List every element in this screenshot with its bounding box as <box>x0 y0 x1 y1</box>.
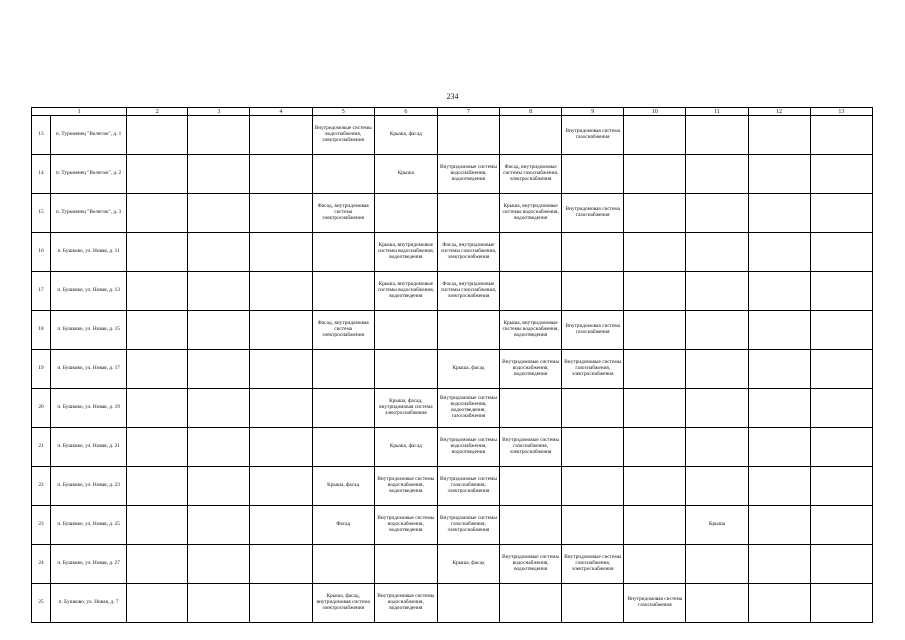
table-cell: Фасад, внутридомовые системы газоснабжения, электроснабжения <box>500 155 562 194</box>
table-cell <box>250 350 312 389</box>
table-cell <box>127 116 188 155</box>
address-cell: п. Бушково, ул. Новая, д. 21 <box>51 428 127 467</box>
table-cell <box>810 506 872 545</box>
row-number: 25 <box>32 584 51 623</box>
table-cell: Внутридомовая система газоснабжения <box>562 311 624 350</box>
table-cell <box>437 311 499 350</box>
table-cell <box>500 467 562 506</box>
table-cell: Фасад, внутридомовые системы газоснабжения, электроснабжения <box>437 272 499 311</box>
table-row <box>32 311 873 350</box>
table-cell <box>686 350 748 389</box>
table-cell <box>500 272 562 311</box>
row-number: 22 <box>32 467 51 506</box>
table-row <box>32 116 873 155</box>
table-cell <box>312 350 374 389</box>
table-cell: Внутридомовая система газоснабжения <box>562 194 624 233</box>
table-row <box>32 545 873 584</box>
table-cell: Внутридомовые системы водоснабжения, водоотведения <box>374 467 437 506</box>
table-cell <box>748 272 810 311</box>
table-cell <box>624 233 686 272</box>
table-cell <box>188 467 250 506</box>
table-cell <box>250 233 312 272</box>
table-cell: Крыша, внутридомовые системы водоснабжения, водоотведения <box>500 194 562 233</box>
table-cell <box>686 428 748 467</box>
table-cell <box>686 233 748 272</box>
table-cell <box>686 311 748 350</box>
table-cell <box>810 233 872 272</box>
header-cell: 12 <box>748 108 810 116</box>
table-cell: Внутридомовые системы водоснабжения, электроснабжения <box>312 116 374 155</box>
header-cell: 2 <box>127 108 188 116</box>
table-cell <box>562 467 624 506</box>
table-cell <box>500 233 562 272</box>
address-cell: п. Бушково, ул. Новая, д. 15 <box>51 311 127 350</box>
table-cell <box>810 428 872 467</box>
table-row <box>32 389 873 428</box>
table-cell: Крыша, внутридомовые системы водоснабжения, водоотведения <box>500 311 562 350</box>
table-cell <box>127 272 188 311</box>
table-cell <box>250 194 312 233</box>
table-cell <box>188 233 250 272</box>
table-cell: Фасад, внутридомовые системы газоснабжения, электроснабжения <box>437 233 499 272</box>
table-cell: Крыша, фасад <box>437 350 499 389</box>
table-cell <box>500 116 562 155</box>
table-cell <box>127 545 188 584</box>
row-number: 14 <box>32 155 51 194</box>
table-cell: Крыша <box>686 506 748 545</box>
table-body <box>32 116 873 623</box>
table-cell <box>250 428 312 467</box>
table-row <box>32 350 873 389</box>
table-row <box>32 584 873 623</box>
address-cell: п. Бушково, ул. Новая, д. 13 <box>51 272 127 311</box>
table-cell <box>188 545 250 584</box>
table-cell: Крыша <box>374 155 437 194</box>
address-cell: п. Бушково, ул. Новая, д. 23 <box>51 467 127 506</box>
table-cell <box>312 545 374 584</box>
table-cell: Фасад, внутридомовая система электроснабжения <box>312 311 374 350</box>
table-cell <box>562 155 624 194</box>
row-number: 15 <box>32 194 51 233</box>
repair-schedule-table <box>31 107 873 623</box>
table-cell <box>624 506 686 545</box>
table-cell <box>312 428 374 467</box>
table-cell <box>810 584 872 623</box>
table-cell <box>374 545 437 584</box>
table-cell <box>748 311 810 350</box>
table-cell <box>127 584 188 623</box>
table-cell: Внутридомовые системы газоснабжения, электроснабжения <box>562 350 624 389</box>
table-cell <box>312 155 374 194</box>
table-cell <box>562 506 624 545</box>
table-cell <box>127 350 188 389</box>
table-cell: Внутридомовые системы газоснабжения, электроснабжения <box>562 545 624 584</box>
header-cell: 10 <box>624 108 686 116</box>
table-cell: Внутридомовые системы водоснабжения, водоотведения, газоснабжения <box>437 389 499 428</box>
table-cell: Внутридомовые системы газоснабжения, электроснабжения <box>437 506 499 545</box>
table-cell <box>562 272 624 311</box>
table-cell <box>686 155 748 194</box>
table-cell <box>374 350 437 389</box>
table-cell: Внутридомовая система газоснабжения <box>562 116 624 155</box>
table-cell <box>127 428 188 467</box>
table-cell <box>500 389 562 428</box>
table-cell <box>127 233 188 272</box>
table-cell <box>250 155 312 194</box>
table-cell: Внутридомовые системы водоснабжения, водоотведения <box>500 545 562 584</box>
table-cell <box>188 194 250 233</box>
table-cell: Крыша, фасад <box>437 545 499 584</box>
table-cell <box>312 272 374 311</box>
table-cell <box>624 545 686 584</box>
table-cell <box>748 194 810 233</box>
table-cell <box>748 545 810 584</box>
table-cell <box>374 311 437 350</box>
table-cell <box>562 428 624 467</box>
table-cell <box>188 155 250 194</box>
table-cell <box>810 155 872 194</box>
table-cell: Фасад <box>312 506 374 545</box>
table-cell <box>748 350 810 389</box>
table-cell: Крыша, внутридомовые системы водоснабжения, водоотведения <box>374 233 437 272</box>
table-cell <box>127 311 188 350</box>
table-cell <box>624 116 686 155</box>
table-cell <box>748 506 810 545</box>
table-cell <box>810 467 872 506</box>
table-cell: Внутридомовые системы газоснабжения, электроснабжения <box>437 467 499 506</box>
table-cell <box>810 350 872 389</box>
table-cell <box>748 584 810 623</box>
page-number: 234 <box>446 92 459 101</box>
table-cell <box>437 194 499 233</box>
table-row <box>32 428 873 467</box>
table-cell <box>188 389 250 428</box>
table-cell <box>686 272 748 311</box>
table-cell <box>250 467 312 506</box>
table-cell <box>188 428 250 467</box>
table-cell <box>312 233 374 272</box>
table-row <box>32 467 873 506</box>
header-row <box>32 108 873 116</box>
table-cell <box>810 272 872 311</box>
table-cell <box>624 311 686 350</box>
table-cell <box>748 233 810 272</box>
table-cell <box>624 350 686 389</box>
row-number: 13 <box>32 116 51 155</box>
table-cell <box>748 116 810 155</box>
address-cell: п. Бушково, ул. Новая, д. 7 <box>51 584 127 623</box>
table-cell: Внутридомовые системы водоснабжения, водоотведения <box>374 506 437 545</box>
table-cell <box>686 467 748 506</box>
table-cell <box>500 584 562 623</box>
table-row <box>32 194 873 233</box>
table-cell <box>374 194 437 233</box>
table-cell <box>188 506 250 545</box>
row-number: 21 <box>32 428 51 467</box>
table-cell <box>250 311 312 350</box>
table-cell <box>250 389 312 428</box>
table-cell: Крыша, фасад <box>374 428 437 467</box>
table-cell <box>127 389 188 428</box>
address-cell: п. Бушково, ул. Новая, д. 27 <box>51 545 127 584</box>
table-cell <box>250 545 312 584</box>
address-cell: п. Туркменец "Велегож", д. 2 <box>51 155 127 194</box>
table-cell <box>250 116 312 155</box>
table-cell <box>748 389 810 428</box>
table-cell <box>810 545 872 584</box>
table-cell <box>127 467 188 506</box>
table-cell <box>250 506 312 545</box>
header-cell: 5 <box>312 108 374 116</box>
table-cell <box>500 506 562 545</box>
table-cell <box>188 272 250 311</box>
table-cell <box>748 467 810 506</box>
row-number: 20 <box>32 389 51 428</box>
table-cell <box>188 116 250 155</box>
header-cell: 3 <box>188 108 250 116</box>
table-cell <box>562 584 624 623</box>
header-cell: 1 <box>32 108 127 116</box>
table-cell: Внутридомовые системы водоснабжения, водоотведения <box>374 584 437 623</box>
header-cell: 4 <box>250 108 312 116</box>
table-cell <box>624 155 686 194</box>
table-cell <box>624 389 686 428</box>
table-cell <box>810 311 872 350</box>
table-cell: Крыша, фасад, внутридомовая система электроснабжения <box>374 389 437 428</box>
table-cell: Внутридомовые системы водоснабжения, водоотведения <box>437 428 499 467</box>
address-cell: п. Бушково, ул. Новая, д. 17 <box>51 350 127 389</box>
table-row <box>32 233 873 272</box>
header-cell: 6 <box>374 108 437 116</box>
table-cell: Крыша, внутридомовые системы водоснабжения, водоотведения <box>374 272 437 311</box>
address-cell: п. Бушково, ул. Новая, д. 19 <box>51 389 127 428</box>
table-cell: Крыша, фасад, внутридомовая система электроснабжения <box>312 584 374 623</box>
table-cell: Внутридомовая система газоснабжения <box>624 584 686 623</box>
table-cell: Внутридомовые системы водоснабжения, водоотведения <box>437 155 499 194</box>
table-cell <box>624 272 686 311</box>
header-cell: 8 <box>500 108 562 116</box>
address-cell: п. Бушково, ул. Новая, д. 25 <box>51 506 127 545</box>
table-cell: Крыша, фасад <box>374 116 437 155</box>
table-cell <box>686 389 748 428</box>
table-cell <box>748 428 810 467</box>
table-cell <box>810 116 872 155</box>
table-cell <box>686 116 748 155</box>
row-number: 19 <box>32 350 51 389</box>
table-cell <box>127 506 188 545</box>
table-cell <box>250 584 312 623</box>
table-cell <box>250 272 312 311</box>
table-cell <box>562 233 624 272</box>
address-cell: п. Туркменец "Велегож", д. 1 <box>51 116 127 155</box>
table-cell <box>188 350 250 389</box>
table-cell <box>437 584 499 623</box>
table-cell <box>562 389 624 428</box>
table-row <box>32 272 873 311</box>
table-cell <box>686 545 748 584</box>
header-cell: 7 <box>437 108 499 116</box>
table-cell <box>437 116 499 155</box>
row-number: 17 <box>32 272 51 311</box>
table-cell <box>188 311 250 350</box>
table-cell: Крыша, фасад <box>312 467 374 506</box>
row-number: 16 <box>32 233 51 272</box>
table-cell <box>686 194 748 233</box>
header-cell: 11 <box>686 108 748 116</box>
table-cell <box>624 194 686 233</box>
row-number: 18 <box>32 311 51 350</box>
table-cell <box>624 467 686 506</box>
header-cell: 9 <box>562 108 624 116</box>
table-cell: Фасад, внутридомовая система электроснабжения <box>312 194 374 233</box>
table-cell <box>624 428 686 467</box>
table-cell <box>188 584 250 623</box>
table-cell <box>748 155 810 194</box>
table-cell: Внутридомовые системы газоснабжения, электроснабжения <box>500 428 562 467</box>
header-cell: 13 <box>810 108 872 116</box>
address-cell: п. Туркменец "Велегож", д. 3 <box>51 194 127 233</box>
table-cell <box>312 389 374 428</box>
row-number: 23 <box>32 506 51 545</box>
table-cell: Внутридомовые системы водоснабжения, водоотведения <box>500 350 562 389</box>
table-cell <box>127 155 188 194</box>
table-cell <box>127 194 188 233</box>
table-row <box>32 155 873 194</box>
address-cell: п. Бушково, ул. Новая, д. 11 <box>51 233 127 272</box>
table-cell <box>810 194 872 233</box>
row-number: 24 <box>32 545 51 584</box>
table-cell <box>810 389 872 428</box>
table-row <box>32 506 873 545</box>
table-cell <box>686 584 748 623</box>
